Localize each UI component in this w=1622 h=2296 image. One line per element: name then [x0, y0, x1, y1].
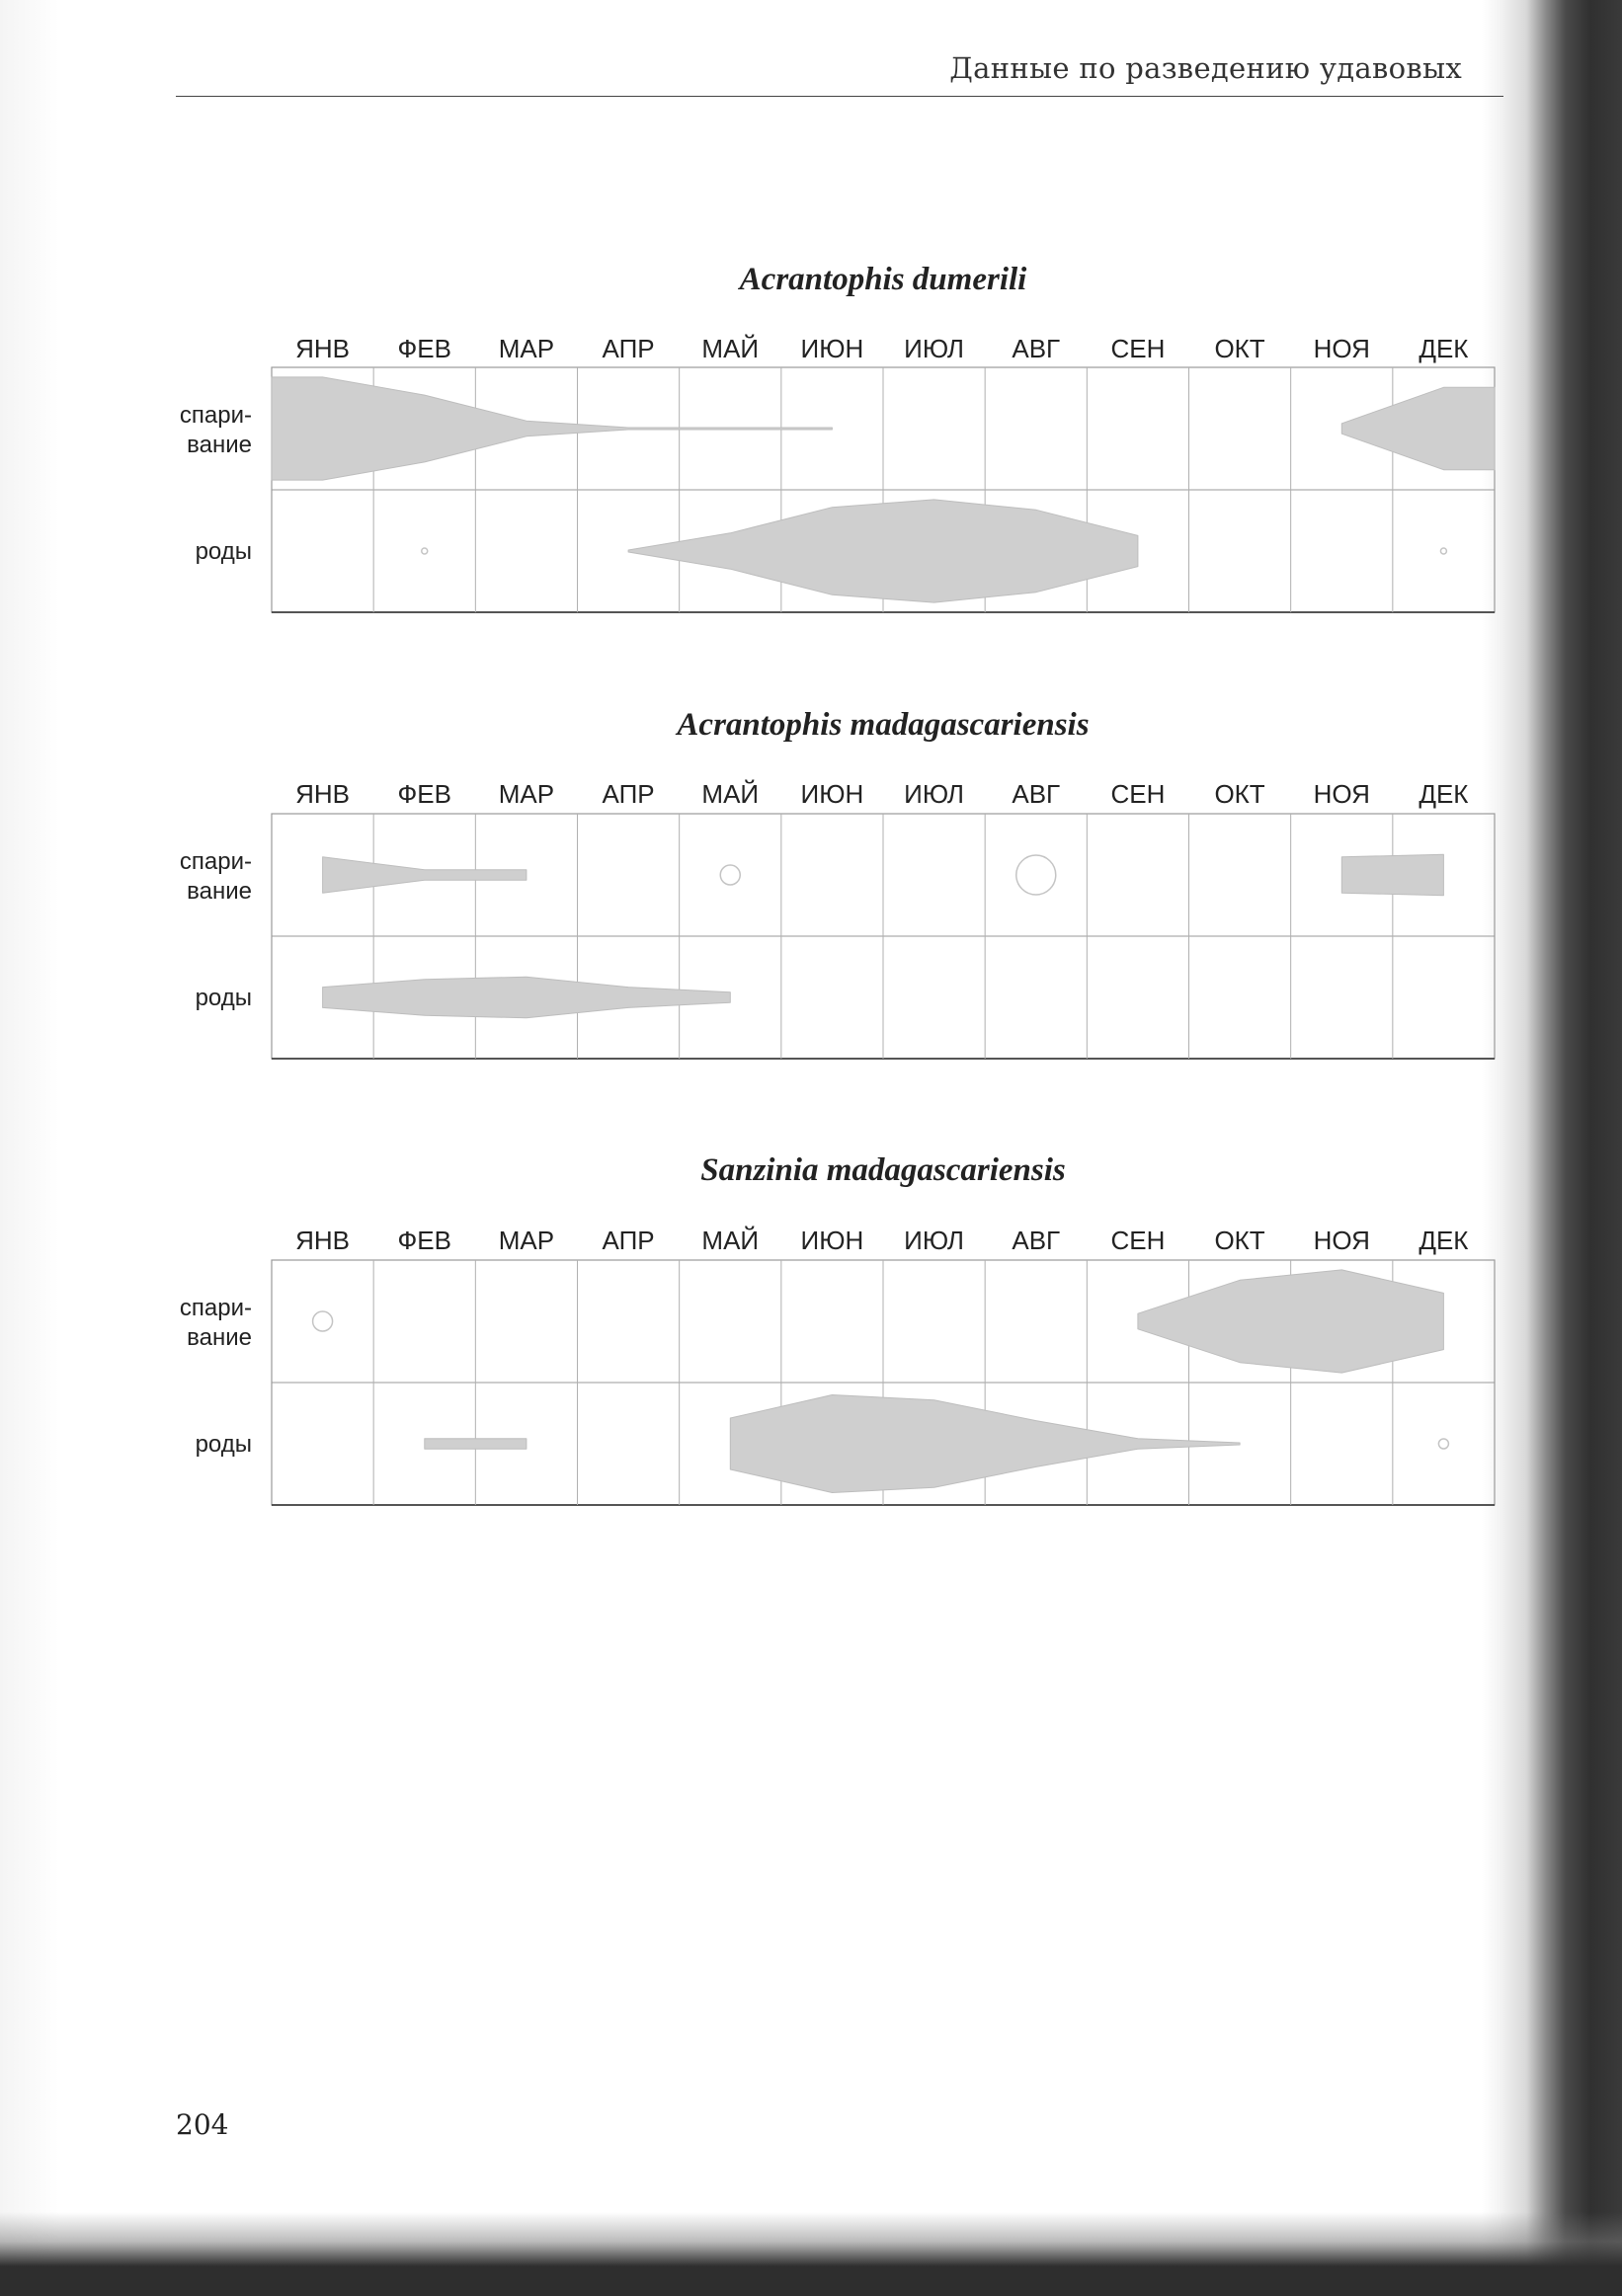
month-label: ИЮЛ — [904, 779, 965, 809]
kite-band-роды — [425, 1439, 527, 1449]
month-label: ИЮЛ — [904, 1226, 965, 1255]
month-label: ДЕК — [1419, 1226, 1469, 1255]
month-label: НОЯ — [1313, 334, 1370, 363]
month-label: ЯНВ — [295, 334, 351, 363]
month-label: ДЕК — [1419, 779, 1469, 809]
month-label: НОЯ — [1313, 779, 1370, 809]
kite-dot-спаривание — [720, 865, 740, 885]
row-label-births: роды — [195, 985, 252, 1011]
month-label: ЯНВ — [295, 1226, 351, 1255]
row-label-mating: спари- — [179, 402, 252, 429]
month-label: ИЮН — [800, 334, 864, 363]
kite-band-спаривание — [323, 857, 527, 893]
kite-band-спаривание — [272, 377, 832, 480]
month-label: АПР — [602, 779, 655, 809]
month-label: СЕН — [1110, 1226, 1166, 1255]
row-label-mating: вание — [187, 878, 252, 905]
month-label: ДЕК — [1419, 334, 1469, 363]
month-label: ИЮН — [800, 779, 864, 809]
month-label: ИЮЛ — [904, 334, 965, 363]
kite-dot-спаривание — [1016, 855, 1056, 895]
month-label: ФЕВ — [397, 334, 451, 363]
row-label-mating: вание — [187, 432, 252, 458]
month-label: МАЙ — [701, 1226, 760, 1255]
kite-dot-роды — [1440, 548, 1446, 554]
kite-band-роды — [323, 977, 731, 1018]
month-label: АПР — [602, 1226, 655, 1255]
month-label: ФЕВ — [397, 779, 451, 809]
month-label: НОЯ — [1313, 1226, 1370, 1255]
row-label-births: роды — [195, 538, 252, 565]
month-label: АВГ — [1012, 1226, 1061, 1255]
row-label-births: роды — [195, 1431, 252, 1458]
kite-band-спаривание — [1341, 387, 1495, 469]
month-label: МАЙ — [701, 334, 760, 363]
month-label: МАЙ — [701, 779, 760, 809]
month-label: МАР — [498, 779, 555, 809]
page-number: 204 — [176, 2108, 229, 2141]
month-label: АВГ — [1012, 334, 1061, 363]
month-label: ЯНВ — [295, 779, 351, 809]
chart-title-1: Acrantophis dumerili — [739, 262, 1027, 297]
month-label: АВГ — [1012, 779, 1061, 809]
kite-dot-роды — [422, 548, 428, 554]
chart-title-3: Sanzinia madagascariensis — [700, 1152, 1066, 1188]
row-label-mating: спари- — [179, 1295, 252, 1321]
month-label: ФЕВ — [397, 1226, 451, 1255]
month-label: ОКТ — [1214, 1226, 1265, 1255]
month-label: АПР — [602, 334, 655, 363]
row-label-mating: спари- — [179, 848, 252, 875]
row-label-mating: вание — [187, 1324, 252, 1351]
kite-dot-роды — [1438, 1439, 1448, 1449]
month-label: ОКТ — [1214, 334, 1265, 363]
month-label: МАР — [498, 334, 555, 363]
kite-band-роды — [628, 500, 1138, 602]
running-header: Данные по разведению удавовых — [949, 51, 1462, 85]
kite-dot-спаривание — [313, 1311, 333, 1331]
month-label: МАР — [498, 1226, 555, 1255]
month-label: СЕН — [1110, 334, 1166, 363]
month-label: ИЮН — [800, 1226, 864, 1255]
kite-band-спаривание — [1341, 854, 1443, 896]
chart-title-2: Acrantophis madagascariensis — [677, 707, 1090, 743]
month-label: ОКТ — [1214, 779, 1265, 809]
month-label: СЕН — [1110, 779, 1166, 809]
kite-band-спаривание — [1138, 1270, 1444, 1373]
